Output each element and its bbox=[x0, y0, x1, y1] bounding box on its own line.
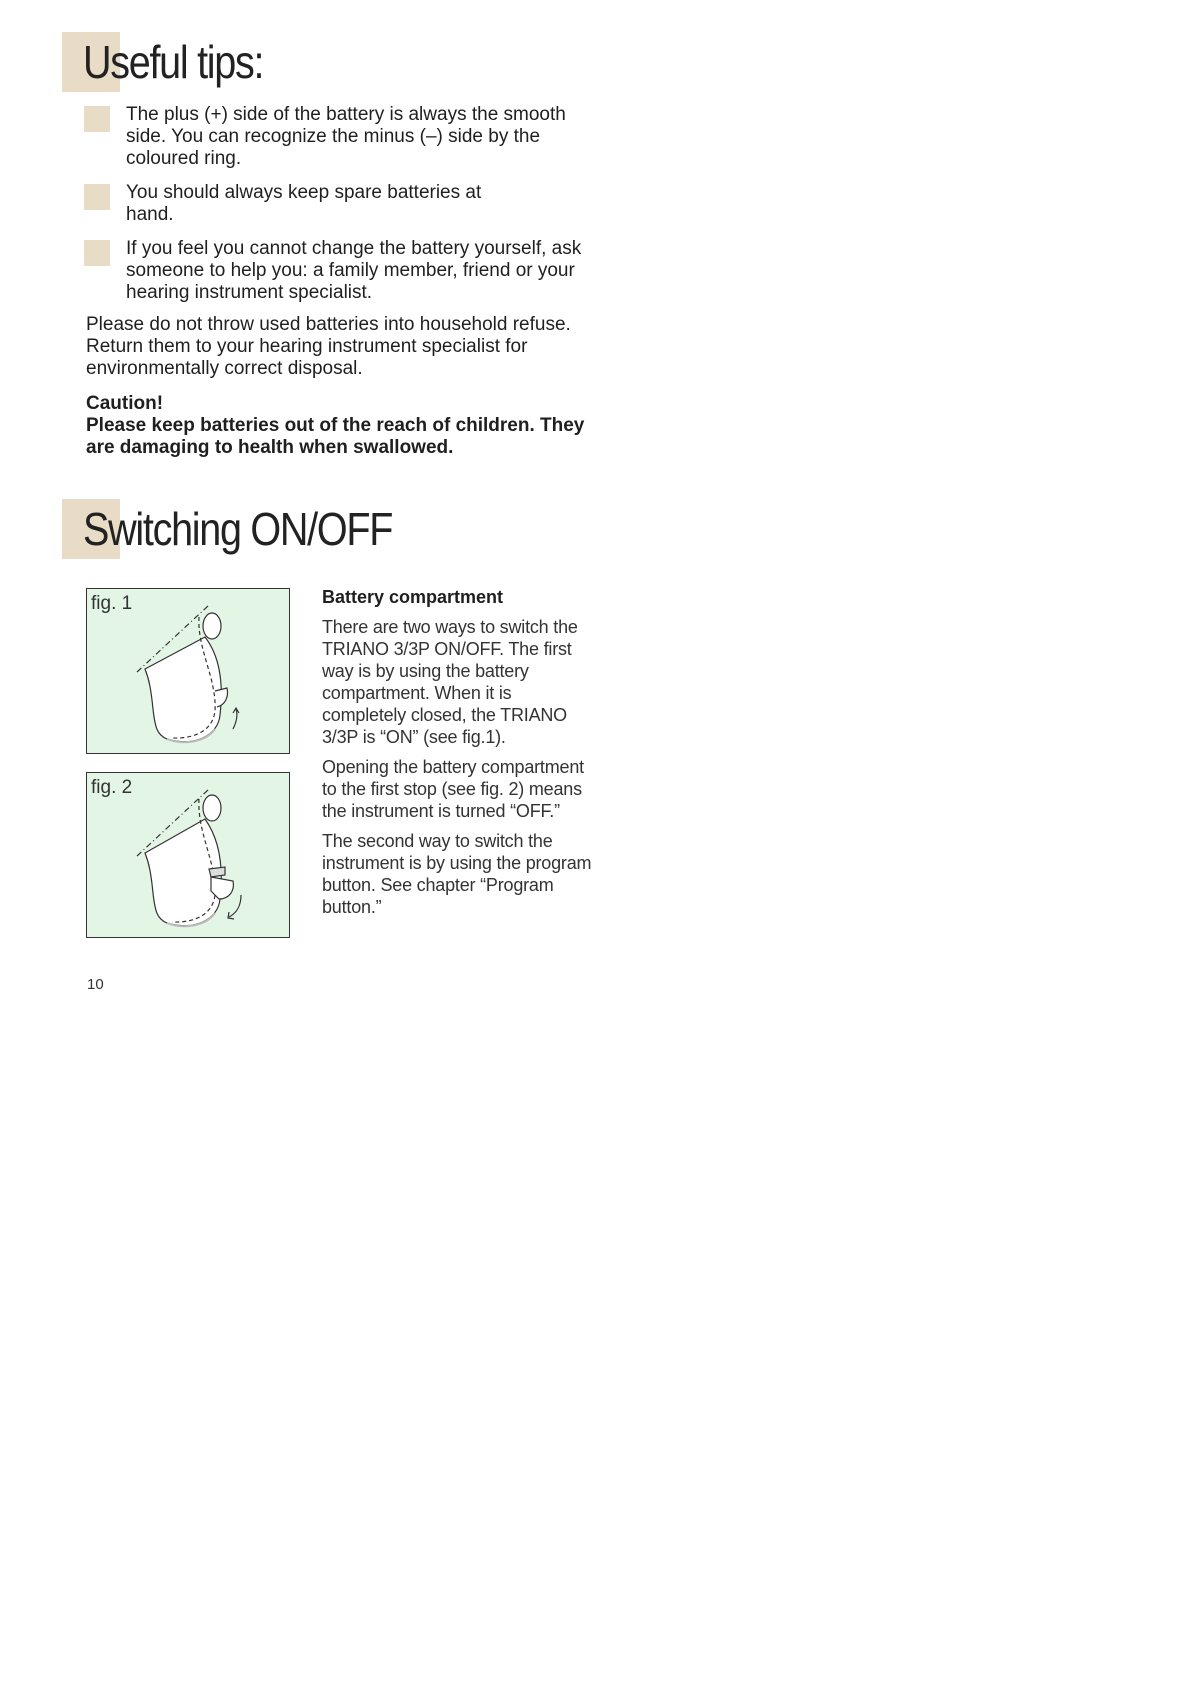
switching-paragraph: There are two ways to switch the TRIANO 3/3P ON/OFF. The first way is by using the battery compartment. When it is completely closed, the TRIANO 3/3P is “ON” (see fig.1). bbox=[322, 617, 578, 747]
tip-text: You should always keep spare batteries at hand. bbox=[126, 182, 482, 225]
page-number: 10 bbox=[87, 976, 104, 993]
figure-2 bbox=[86, 772, 290, 938]
caution-block bbox=[86, 393, 606, 459]
tip-text: If you feel you cannot change the battery yourself, ask someone to help you: a family member, friend or your hearing instrument specialist. bbox=[126, 238, 582, 303]
figure-2-label: fig. 2 bbox=[91, 777, 133, 798]
tip-bullet-square bbox=[84, 240, 110, 266]
tips-list bbox=[84, 104, 604, 316]
tip-bullet-square bbox=[84, 106, 110, 132]
switching-title: Switching ON/OFF bbox=[83, 503, 393, 555]
disposal-paragraph: Please do not throw used batteries into household refuse. Return them to your hearing instrument specialist for environmentally correct disposal. bbox=[86, 314, 571, 379]
tip-item bbox=[84, 182, 604, 226]
switching-paragraph: The second way to switch the instrument is by using the program button. See chapter “Program button.” bbox=[322, 831, 592, 917]
figure-1 bbox=[86, 588, 290, 754]
useful-tips-title: Useful tips: bbox=[83, 36, 264, 88]
caution-text: Please keep batteries out of the reach of children. They are damaging to health when swallowed. bbox=[86, 415, 585, 458]
tip-item bbox=[84, 104, 604, 170]
tip-item bbox=[84, 238, 604, 304]
battery-compartment-section bbox=[322, 586, 592, 926]
caution-label: Caution! bbox=[86, 393, 164, 414]
tip-bullet-square bbox=[84, 184, 110, 210]
battery-compartment-subheading: Battery compartment bbox=[322, 587, 504, 607]
figure-1-label: fig. 1 bbox=[91, 593, 133, 614]
tip-text: The plus (+) side of the battery is always the smooth side. You can recognize the minus (–) side by the coloured ring. bbox=[126, 104, 566, 169]
switching-paragraph: Opening the battery compartment to the first stop (see fig. 2) means the instrument is turned “OFF.” bbox=[322, 757, 584, 821]
